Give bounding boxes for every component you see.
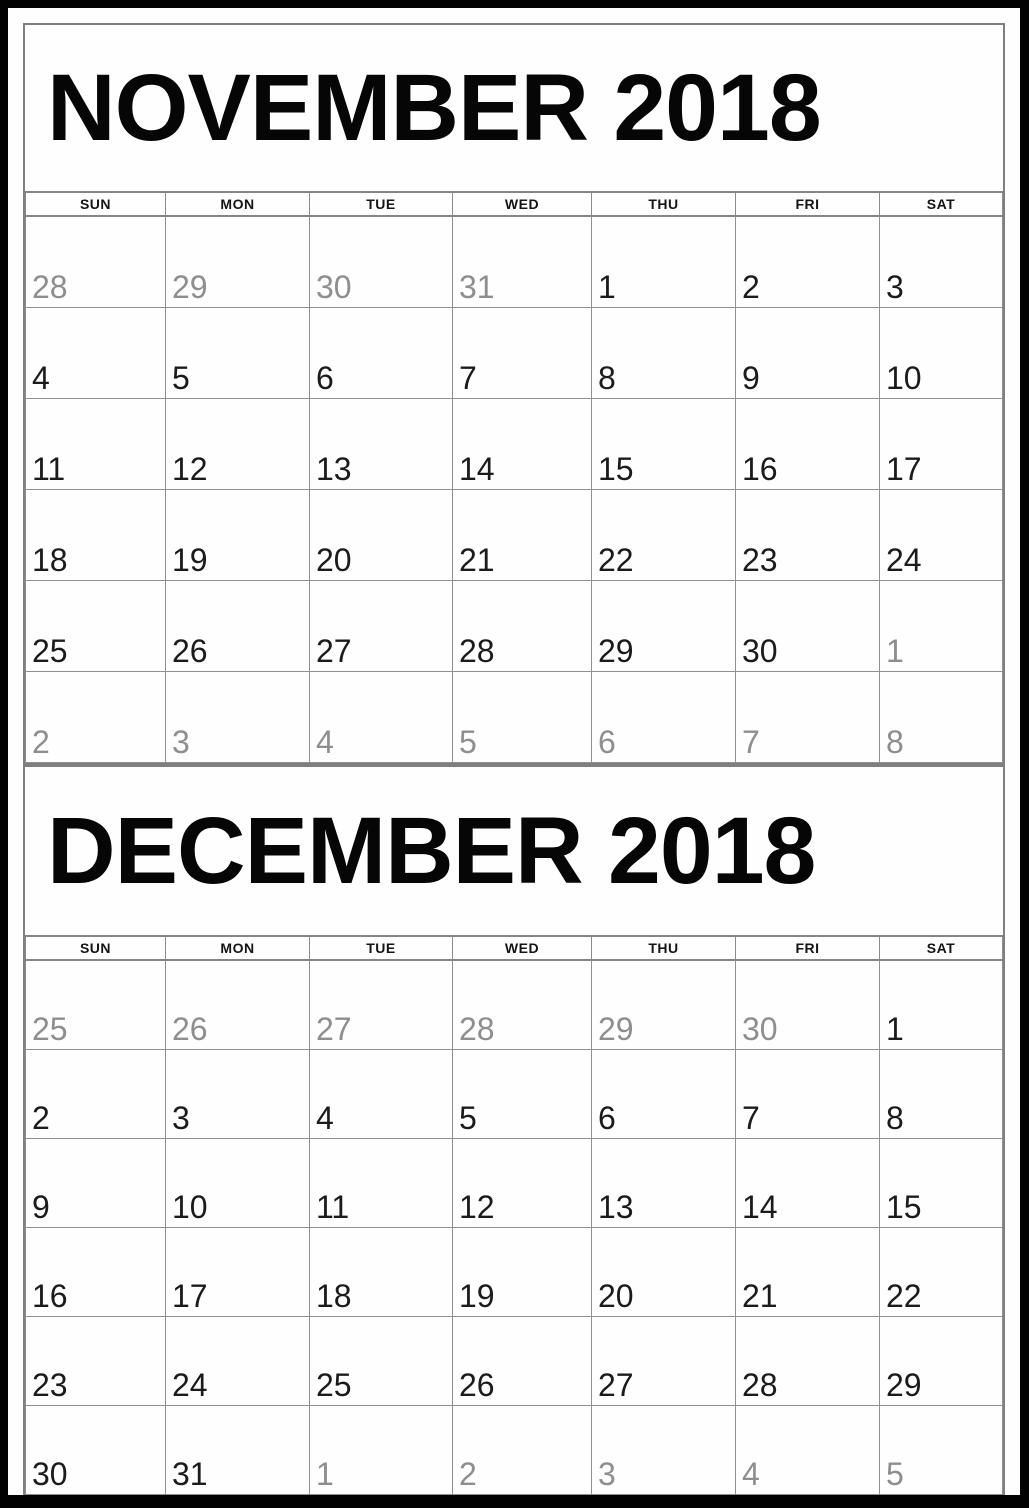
day-cell: 8 bbox=[880, 1050, 1003, 1139]
day-cell: 5 bbox=[453, 672, 592, 763]
day-cell: 15 bbox=[880, 1139, 1003, 1228]
day-cell: 21 bbox=[736, 1228, 880, 1317]
day-cell: 2 bbox=[26, 1050, 166, 1139]
weekday-header: SAT bbox=[880, 936, 1003, 960]
day-cell: 14 bbox=[736, 1139, 880, 1228]
day-cell: 4 bbox=[310, 672, 453, 763]
day-cell: 12 bbox=[166, 399, 310, 490]
weekday-header: THU bbox=[592, 936, 736, 960]
day-cell: 27 bbox=[310, 960, 453, 1050]
day-cell: 30 bbox=[26, 1406, 166, 1495]
weekday-header: SUN bbox=[26, 936, 166, 960]
day-cell: 20 bbox=[310, 490, 453, 581]
day-cell: 31 bbox=[166, 1406, 310, 1495]
day-cell: 29 bbox=[592, 581, 736, 672]
weekday-header: SAT bbox=[880, 192, 1003, 216]
day-cell: 3 bbox=[592, 1406, 736, 1495]
day-cell: 29 bbox=[592, 960, 736, 1050]
day-cell: 7 bbox=[736, 672, 880, 763]
day-cell: 2 bbox=[736, 216, 880, 308]
day-cell: 1 bbox=[310, 1406, 453, 1495]
day-cell: 10 bbox=[880, 308, 1003, 399]
day-cell: 20 bbox=[592, 1228, 736, 1317]
day-cell: 6 bbox=[310, 308, 453, 399]
weekday-header: SUN bbox=[26, 192, 166, 216]
day-cell: 27 bbox=[310, 581, 453, 672]
day-cell: 9 bbox=[736, 308, 880, 399]
day-cell: 22 bbox=[592, 490, 736, 581]
week-row bbox=[26, 1139, 1003, 1228]
day-cell: 2 bbox=[26, 672, 166, 763]
day-cell: 5 bbox=[453, 1050, 592, 1139]
day-cell: 26 bbox=[453, 1317, 592, 1406]
day-cell: 16 bbox=[736, 399, 880, 490]
day-cell: 19 bbox=[166, 490, 310, 581]
day-cell: 10 bbox=[166, 1139, 310, 1228]
day-cell: 30 bbox=[310, 216, 453, 308]
day-cell: 18 bbox=[310, 1228, 453, 1317]
weekday-header: FRI bbox=[736, 192, 880, 216]
day-cell: 29 bbox=[166, 216, 310, 308]
day-cell: 31 bbox=[453, 216, 592, 308]
weekday-header: WED bbox=[453, 192, 592, 216]
weekday-header: TUE bbox=[310, 192, 453, 216]
day-cell: 23 bbox=[26, 1317, 166, 1406]
weeks-body bbox=[26, 216, 1003, 763]
day-cell: 28 bbox=[26, 216, 166, 308]
weekday-row bbox=[26, 192, 1003, 216]
day-cell: 15 bbox=[592, 399, 736, 490]
week-row bbox=[26, 399, 1003, 490]
day-cell: 26 bbox=[166, 960, 310, 1050]
day-cell: 26 bbox=[166, 581, 310, 672]
week-row bbox=[26, 1406, 1003, 1495]
day-cell: 6 bbox=[592, 672, 736, 763]
weekday-header: WED bbox=[453, 936, 592, 960]
day-cell: 28 bbox=[453, 960, 592, 1050]
day-cell: 22 bbox=[880, 1228, 1003, 1317]
day-cell: 24 bbox=[166, 1317, 310, 1406]
day-cell: 23 bbox=[736, 490, 880, 581]
day-cell: 16 bbox=[26, 1228, 166, 1317]
day-cell: 27 bbox=[592, 1317, 736, 1406]
day-cell: 1 bbox=[880, 960, 1003, 1050]
weekday-header: TUE bbox=[310, 936, 453, 960]
day-cell: 8 bbox=[880, 672, 1003, 763]
day-cell: 24 bbox=[880, 490, 1003, 581]
weekday-header: THU bbox=[592, 192, 736, 216]
week-row bbox=[26, 672, 1003, 763]
day-cell: 18 bbox=[26, 490, 166, 581]
day-cell: 11 bbox=[310, 1139, 453, 1228]
weekday-header: FRI bbox=[736, 936, 880, 960]
day-cell: 5 bbox=[880, 1406, 1003, 1495]
week-row bbox=[26, 1228, 1003, 1317]
day-cell: 30 bbox=[736, 581, 880, 672]
day-cell: 4 bbox=[26, 308, 166, 399]
week-row bbox=[26, 1317, 1003, 1406]
day-cell: 17 bbox=[880, 399, 1003, 490]
day-cell: 3 bbox=[166, 1050, 310, 1139]
month-block-december bbox=[23, 765, 1005, 1497]
day-cell: 14 bbox=[453, 399, 592, 490]
day-cell: 7 bbox=[453, 308, 592, 399]
day-cell: 2 bbox=[453, 1406, 592, 1495]
month-block-november bbox=[23, 23, 1005, 765]
day-cell: 19 bbox=[453, 1228, 592, 1317]
month-title: NOVEMBER 2018 bbox=[47, 54, 821, 161]
weekday-header: MON bbox=[166, 192, 310, 216]
day-cell: 13 bbox=[310, 399, 453, 490]
week-row bbox=[26, 581, 1003, 672]
day-cell: 21 bbox=[453, 490, 592, 581]
day-cell: 8 bbox=[592, 308, 736, 399]
day-cell: 17 bbox=[166, 1228, 310, 1317]
day-cell: 5 bbox=[166, 308, 310, 399]
week-row bbox=[26, 490, 1003, 581]
month-grid bbox=[25, 935, 1003, 1495]
week-row bbox=[26, 960, 1003, 1050]
day-cell: 28 bbox=[736, 1317, 880, 1406]
week-row bbox=[26, 1050, 1003, 1139]
day-cell: 25 bbox=[26, 960, 166, 1050]
day-cell: 1 bbox=[880, 581, 1003, 672]
day-cell: 12 bbox=[453, 1139, 592, 1228]
day-cell: 30 bbox=[736, 960, 880, 1050]
weeks-body bbox=[26, 960, 1003, 1495]
month-grid bbox=[25, 191, 1003, 763]
weekday-header: MON bbox=[166, 936, 310, 960]
day-cell: 11 bbox=[26, 399, 166, 490]
day-cell: 1 bbox=[592, 216, 736, 308]
weekday-row bbox=[26, 936, 1003, 960]
day-cell: 4 bbox=[736, 1406, 880, 1495]
day-cell: 3 bbox=[880, 216, 1003, 308]
day-cell: 13 bbox=[592, 1139, 736, 1228]
day-cell: 9 bbox=[26, 1139, 166, 1228]
month-title: DECEMBER 2018 bbox=[47, 797, 816, 904]
day-cell: 3 bbox=[166, 672, 310, 763]
day-cell: 4 bbox=[310, 1050, 453, 1139]
day-cell: 7 bbox=[736, 1050, 880, 1139]
day-cell: 28 bbox=[453, 581, 592, 672]
week-row bbox=[26, 216, 1003, 308]
day-cell: 25 bbox=[26, 581, 166, 672]
day-cell: 29 bbox=[880, 1317, 1003, 1406]
day-cell: 6 bbox=[592, 1050, 736, 1139]
week-row bbox=[26, 308, 1003, 399]
day-cell: 25 bbox=[310, 1317, 453, 1406]
